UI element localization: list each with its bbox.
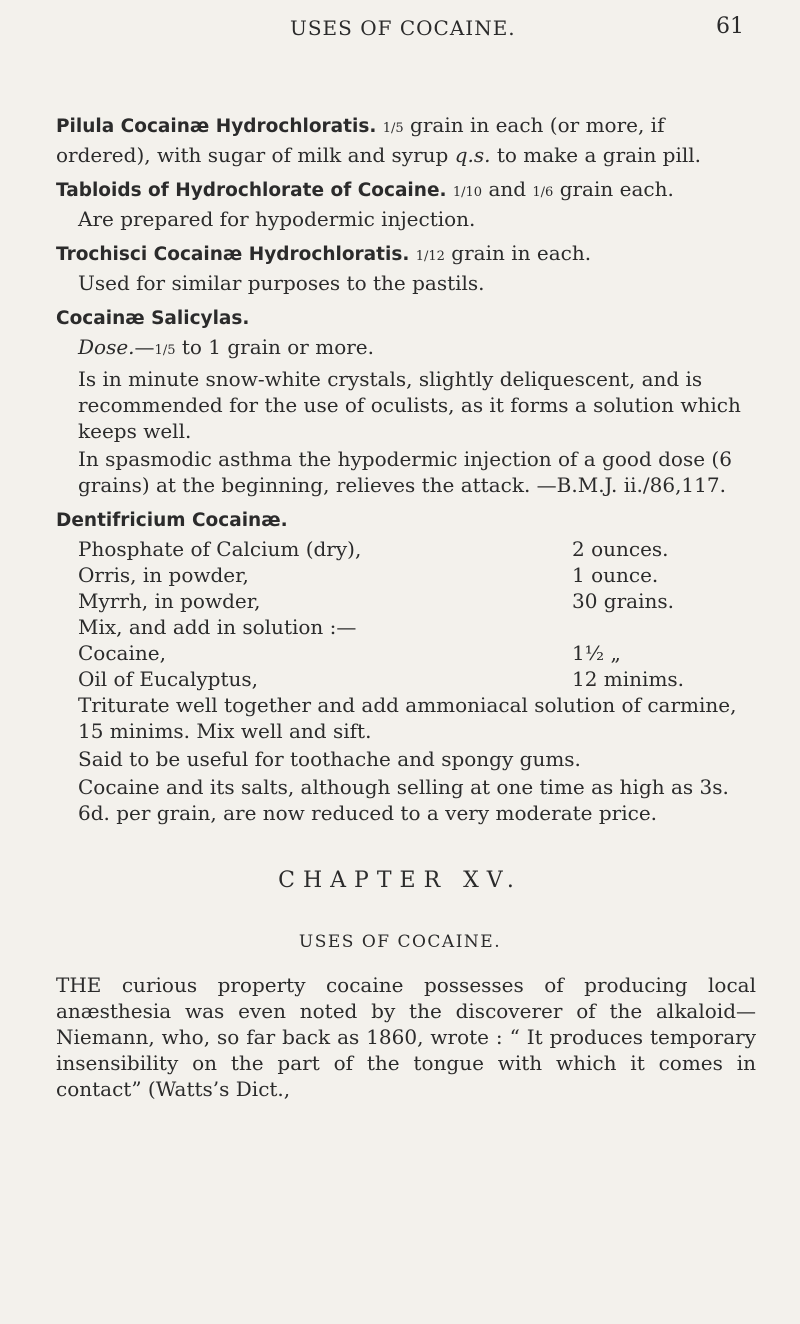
entry-tabloids-name: Tabloids of Hydrochlorate of Cocaine.	[56, 180, 447, 201]
recipe-item: Phosphate of Calcium (dry),	[78, 537, 362, 561]
dentifricium-instructions: Triturate well together and add ammoniacal solution of carmine, 15 minims. Mix well and sift.	[78, 693, 737, 743]
entry-dentifricium-name: Dentifricium Cocainæ.	[56, 510, 288, 531]
recipe-quantity: 30 grains.	[572, 589, 674, 613]
entry-salicylas-dose: Dose.—1/5 to 1 grain or more.	[78, 335, 374, 359]
recipe-mix-instruction: Mix, and add in solution :—	[78, 615, 357, 639]
recipe-item: Myrrh, in powder,	[78, 589, 261, 613]
recipe-quantity: 12 minims.	[572, 667, 685, 691]
recipe-item: Orris, in powder,	[78, 563, 249, 587]
entry-pilula-name: Pilula Cocainæ Hydrochloratis.	[56, 116, 377, 137]
dose-label: Dose.	[78, 335, 135, 359]
formulary-section	[56, 112, 756, 834]
entry-salicylas	[56, 304, 756, 332]
entry-tabloids-fraction-2: 1/6	[532, 185, 554, 200]
recipe-row	[56, 588, 756, 614]
entry-tabloids-and: and	[488, 177, 527, 201]
entry-salicylas-asthma-note: In spasmodic asthma the hypodermic injection of a good dose (6 grains) at the beginning, relieves the attack. —B.M.J. ii./86,117.	[78, 447, 732, 497]
entry-tabloids-fraction-1: 1/10	[452, 185, 483, 200]
running-head	[0, 14, 800, 44]
recipe-row	[56, 536, 756, 562]
entry-trochisci-name: Trochisci Cocainæ Hydrochloratis.	[56, 244, 410, 265]
chapter-subheading: USES OF COCAINE.	[298, 932, 502, 952]
cocaine-price-note: Cocaine and its salts, although selling at one time as high as 3s. 6d. per grain, are now reduced to a very moderate price.	[78, 775, 729, 825]
entry-trochisci-fraction: 1/12	[415, 249, 445, 264]
entry-trochisci-note: Used for similar purposes to the pastils.	[78, 271, 485, 295]
entry-salicylas-description: Is in minute snow-white crystals, slightly deliquescent, and is recommended for the use of oculists, as it forms a solution which keeps well.	[78, 367, 741, 443]
recipe-row	[56, 640, 756, 666]
recipe-quantity: 1½ „	[572, 641, 621, 665]
recipe-row	[56, 666, 756, 692]
entry-pilula-text2: more, if ordered), with sugar of milk and syrup	[56, 113, 665, 167]
entry-pilula	[56, 112, 756, 168]
page-number: 61	[716, 14, 744, 39]
entry-pilula-text1: grain in each (or	[410, 113, 580, 137]
recipe-item: Cocaine,	[78, 641, 166, 665]
recipe-quantity: 1 ounce.	[572, 563, 659, 587]
entry-tabloids	[56, 176, 756, 206]
entry-pilula-fraction: 1/5	[382, 121, 404, 136]
entry-trochisci	[56, 240, 756, 270]
entry-pilula-text3: to make a grain pill.	[496, 143, 702, 167]
chapter-heading: CHAPTER XV.	[278, 868, 522, 893]
running-head-title: USES OF COCAINE.	[290, 16, 516, 40]
entry-tabloids-note: Are prepared for hypodermic injection.	[78, 207, 476, 231]
recipe-quantity: 2 ounces.	[572, 537, 669, 561]
entry-dentifricium	[56, 506, 756, 534]
recipe-item: Oil of Eucalyptus,	[78, 667, 258, 691]
recipe-row	[56, 562, 756, 588]
dose-fraction: 1/5	[154, 343, 176, 358]
dose-text: to 1 grain or more.	[181, 335, 374, 359]
entry-salicylas-name: Cocainæ Salicylas.	[56, 308, 250, 329]
entry-tabloids-text2: each.	[619, 177, 674, 201]
entry-trochisci-text1: grain in each.	[451, 241, 592, 265]
dentifricium-use-note: Said to be useful for toothache and spongy gums.	[78, 747, 581, 771]
entry-tabloids-text1: grain	[559, 177, 614, 201]
entry-pilula-qs: q.s.	[454, 143, 491, 167]
chapter-opening-paragraph: THE curious property cocaine possesses of producing local anæsthesia was even noted by the discoverer of the alkaloid—Niemann, who, so far back as 1860, wrote : “ It produces temporary insensibility on the part of the tongue with which it comes in contact” (Watts’s Dict.,	[56, 973, 756, 1101]
